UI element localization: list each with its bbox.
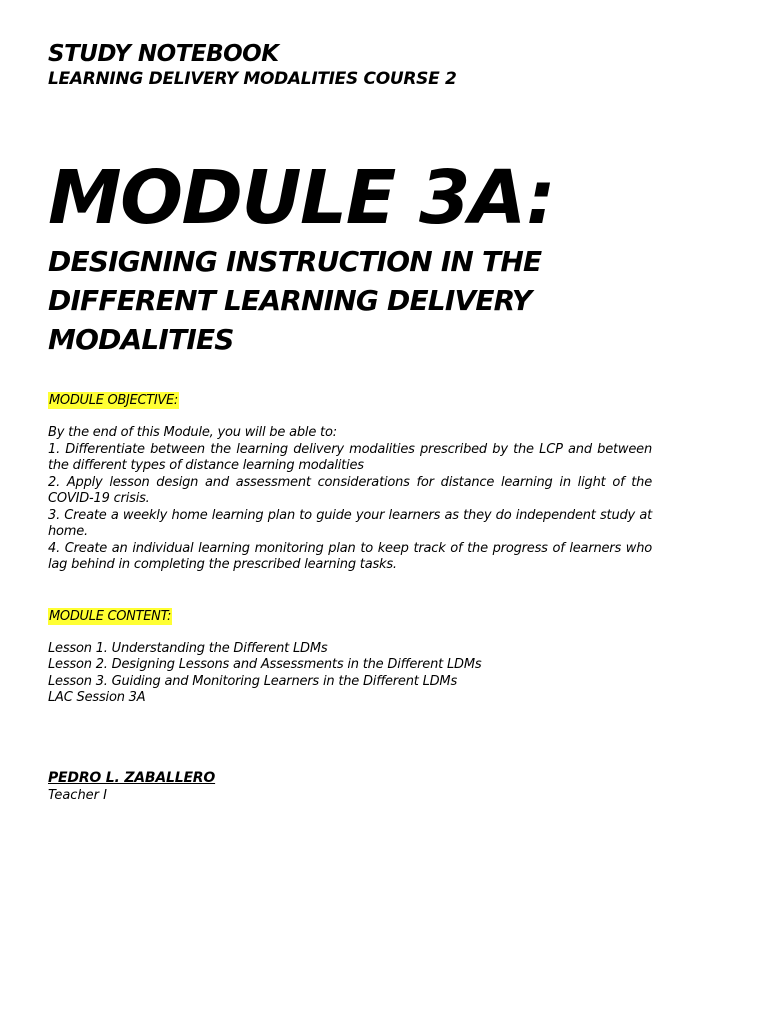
objective-item: 2. Apply lesson design and assessment considerations for distance learning in light of the COVID-19 crisis. [48, 474, 652, 506]
lesson-item: Lesson 3. Guiding and Monitoring Learners in the Different LDMs [48, 673, 458, 689]
notebook-title: STUDY NOTEBOOK [48, 41, 279, 67]
lesson-item: Lesson 1. Understanding the Different LDMs [48, 640, 328, 656]
content-section [48, 605, 652, 707]
objective-item: 4. Create an individual learning monitoring plan to keep track of the progress of learners who lag behind in completing the prescribed learning tasks. [48, 540, 652, 572]
header [48, 40, 652, 90]
lesson-list [48, 641, 652, 707]
document-page [48, 40, 652, 804]
objective-label: MODULE OBJECTIVE: [49, 393, 179, 408]
module-subtitle [48, 242, 652, 359]
course-title: LEARNING DELIVERY MODALITIES COURSE 2 [48, 69, 457, 89]
content-label: MODULE CONTENT: [49, 608, 172, 624]
lesson-item: LAC Session 3A [48, 690, 146, 705]
module-subtitle-line: DESIGNING INSTRUCTION IN THE [48, 245, 542, 278]
objective-item: 3. Create a weekly home learning plan to guide your learners as they do independent study at home. [48, 507, 652, 539]
module-subtitle-line: MODALITIES [48, 323, 234, 356]
author-role: Teacher I [48, 787, 107, 803]
objective-section [48, 389, 652, 574]
author-name: PEDRO L. ZABALLERO [48, 769, 216, 786]
author-block [48, 769, 652, 804]
module-subtitle-line: DIFFERENT LEARNING DELIVERY [48, 284, 532, 317]
module-title: MODULE 3A: [48, 155, 555, 241]
lesson-item: Lesson 2. Designing Lessons and Assessments in the Different LDMs [48, 657, 482, 672]
objective-item: 1. Differentiate between the learning delivery modalities prescribed by the LCP and between the different types of distance learning modalities [48, 441, 652, 473]
objective-intro: By the end of this Module, you will be able to: [48, 425, 337, 440]
